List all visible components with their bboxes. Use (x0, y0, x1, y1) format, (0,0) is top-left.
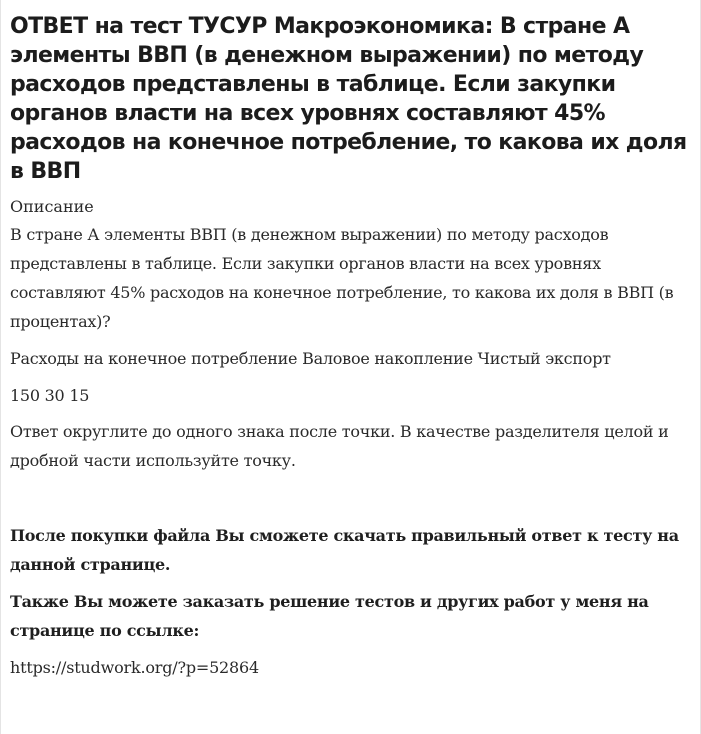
table-header-text: Расходы на конечное потребление Валовое накопление Чистый экспорт (10, 349, 611, 368)
order-link[interactable]: https://studwork.org/?p=52864 (10, 658, 259, 677)
purchase-note: После покупки файла Вы сможете скачать правильный ответ к тесту на данной странице. (10, 526, 679, 574)
table-values-text: 150 30 15 (10, 386, 90, 405)
instruction-text: Ответ округлите до одного знака после точки. В качестве разделителя целой и дробной части используйте точку. (10, 422, 669, 470)
page-title: ОТВЕТ на тест ТУСУР Макроэкономика: В стране А элементы ВВП (в денежном выражении) по методу расходов представлены в таблице. Если закупки органов власти на всех уровнях составляют 45% расходов на конечное потребление, то какова их доля в ВВП (10, 14, 687, 184)
order-note: Также Вы можете заказать решение тестов и других работ у меня на странице по ссылке: (10, 592, 649, 640)
description-text: В стране А элементы ВВП (в денежном выражении) по методу расходов представлены в таблице. Если закупки органов власти на всех уровнях составляют 45% расходов на конечное потребление, то какова их доля в ВВП (в процентах)? (10, 225, 674, 331)
spacer (10, 483, 692, 521)
description-label: Описание (10, 197, 94, 216)
